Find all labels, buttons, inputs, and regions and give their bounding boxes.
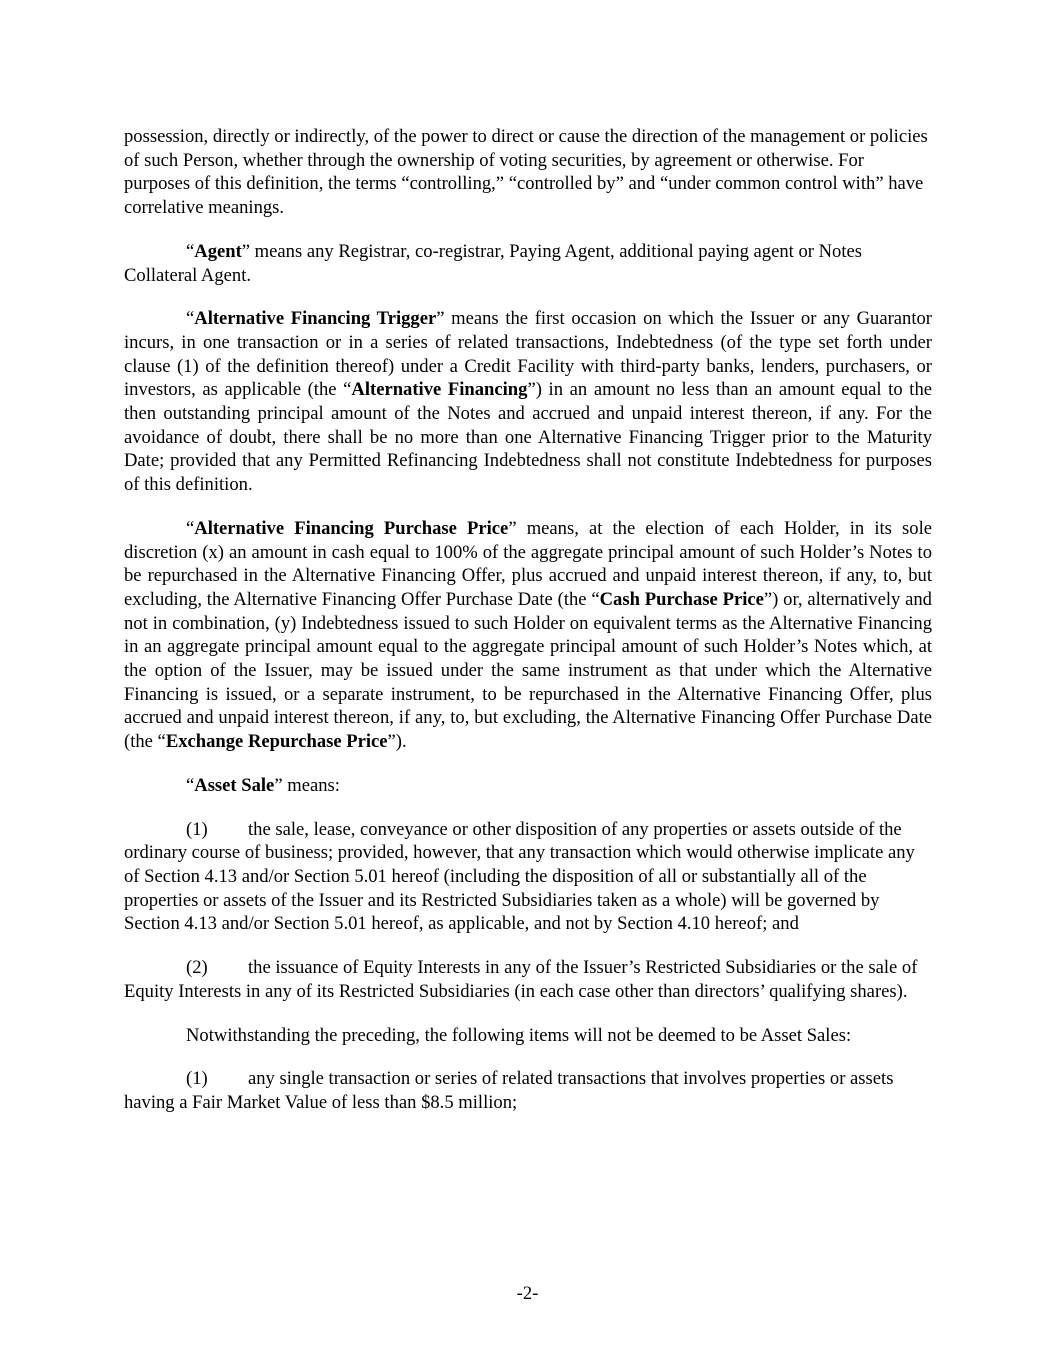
defined-term: Exchange Repurchase Price [165,731,388,753]
list-item-text: the sale, lease, conveyance or other disposition of any properties or assets outside of the ordinary course of business; provided, however, that any transaction which would otherwise implicate any of Section 4.13 and/or Section 5.01 hereof (including the disposition of all or substantially all of the properties or assets of the Issuer and its Restricted Subsidiaries taken as a whole) will be governed by Section 4.13 and/or Section 5.01 hereof, as applicable, and not by Section 4.10 hereof; and [124,818,915,935]
list-item-number: (1) [186,1068,208,1090]
page-number: -2- [516,1283,539,1304]
definition-text: ” means the first occasion on which the Issuer or any Guarantor incurs, in one transaction or in a series of related transactions, Indebtedness (of the type set forth under clause (1) of the definition thereof) under a Credit Facility with third-party banks, lenders, purchasers, or investors, as applicable (the “ [124,308,932,401]
document-body [124,125,932,1135]
open-quote: “ [186,517,195,539]
definition-alternative-financing-purchase-price [124,517,932,754]
defined-term: Cash Purchase Price [599,588,764,610]
open-quote: “ [186,240,195,262]
definition-text: ”). [387,731,407,753]
paragraph-text: Notwithstanding the preceding, the following items will not be deemed to be Asset Sales: [186,1024,852,1046]
definition-text: ”) or, alternatively and not in combination, (y) Indebtedness issued to such Holder on equivalent terms as the Alternative Financing in an aggregate principal amount equal to the aggregate principal amount of such Holder’s Notes which, at the option of the Issuer, may be issued under the same instrument as that under which the Alternative Financing is issued, or a separate instrument, to be repurchased in the Alternative Financing Offer, plus accrued and unpaid interest thereon, if any, to, but excluding, the Alternative Financing Offer Purchase Date (the “ [124,588,932,753]
open-quote: “ [186,308,195,330]
definition-agent [124,240,932,287]
definition-asset-sale [124,774,932,798]
definition-text: ” means any Registrar, co-registrar, Paying Agent, additional paying agent or Notes Collateral Agent. [124,240,862,286]
defined-term: Alternative Financing Trigger [194,308,437,330]
definition-text: ”) in an amount no less than an amount equal to the then outstanding principal amount of the Notes and accrued and unpaid interest thereon, if any. For the avoidance of doubt, there shall be no more than one Alternative Financing Trigger prior to the Maturity Date; provided that any Permitted Refinancing Indebtedness shall not constitute Indebtedness for purposes of this definition. [124,379,933,496]
definition-text: ” means: [274,774,340,796]
list-item-text: the issuance of Equity Interests in any of the Issuer’s Restricted Subsidiaries or the sale of Equity Interests in any of its Restricted Subsidiaries (in each case other than directors’ qualifying shares). [124,957,918,1002]
list-item [124,818,932,937]
defined-term: Alternative Financing Purchase Price [194,517,509,539]
list-item-number: (2) [186,957,208,979]
list-item [124,1067,932,1114]
open-quote: “ [186,774,195,796]
list-item-number: (1) [186,818,208,840]
list-item-text: any single transaction or series of related transactions that involves properties or assets having a Fair Market Value of less than $8.5 million; [124,1068,894,1113]
paragraph-text: possession, directly or indirectly, of the power to direct or cause the direction of the management or policies of such Person, whether through the ownership of voting securities, by agreement or otherwise. For purposes of this definition, the terms “controlling,” “controlled by” and “under common control with” have correlative meanings. [124,126,928,219]
definition-text: ” means, at the election of each Holder, in its sole discretion (x) an amount in cash equal to 100% of the aggregate principal amount of such Holder’s Notes to be repurchased in the Alternative Financing Offer, plus accrued and unpaid interest thereon, if any, to, but excluding, the Alternative Financing Offer Purchase Date (the “ [124,517,932,610]
definition-alternative-financing-trigger [124,307,932,497]
defined-term: Agent [194,240,242,262]
paragraph-notwithstanding [124,1024,932,1048]
list-item [124,956,932,1003]
paragraph-control-definition-continuation [124,125,932,220]
defined-term: Asset Sale [194,774,275,796]
defined-term: Alternative Financing [351,379,528,401]
